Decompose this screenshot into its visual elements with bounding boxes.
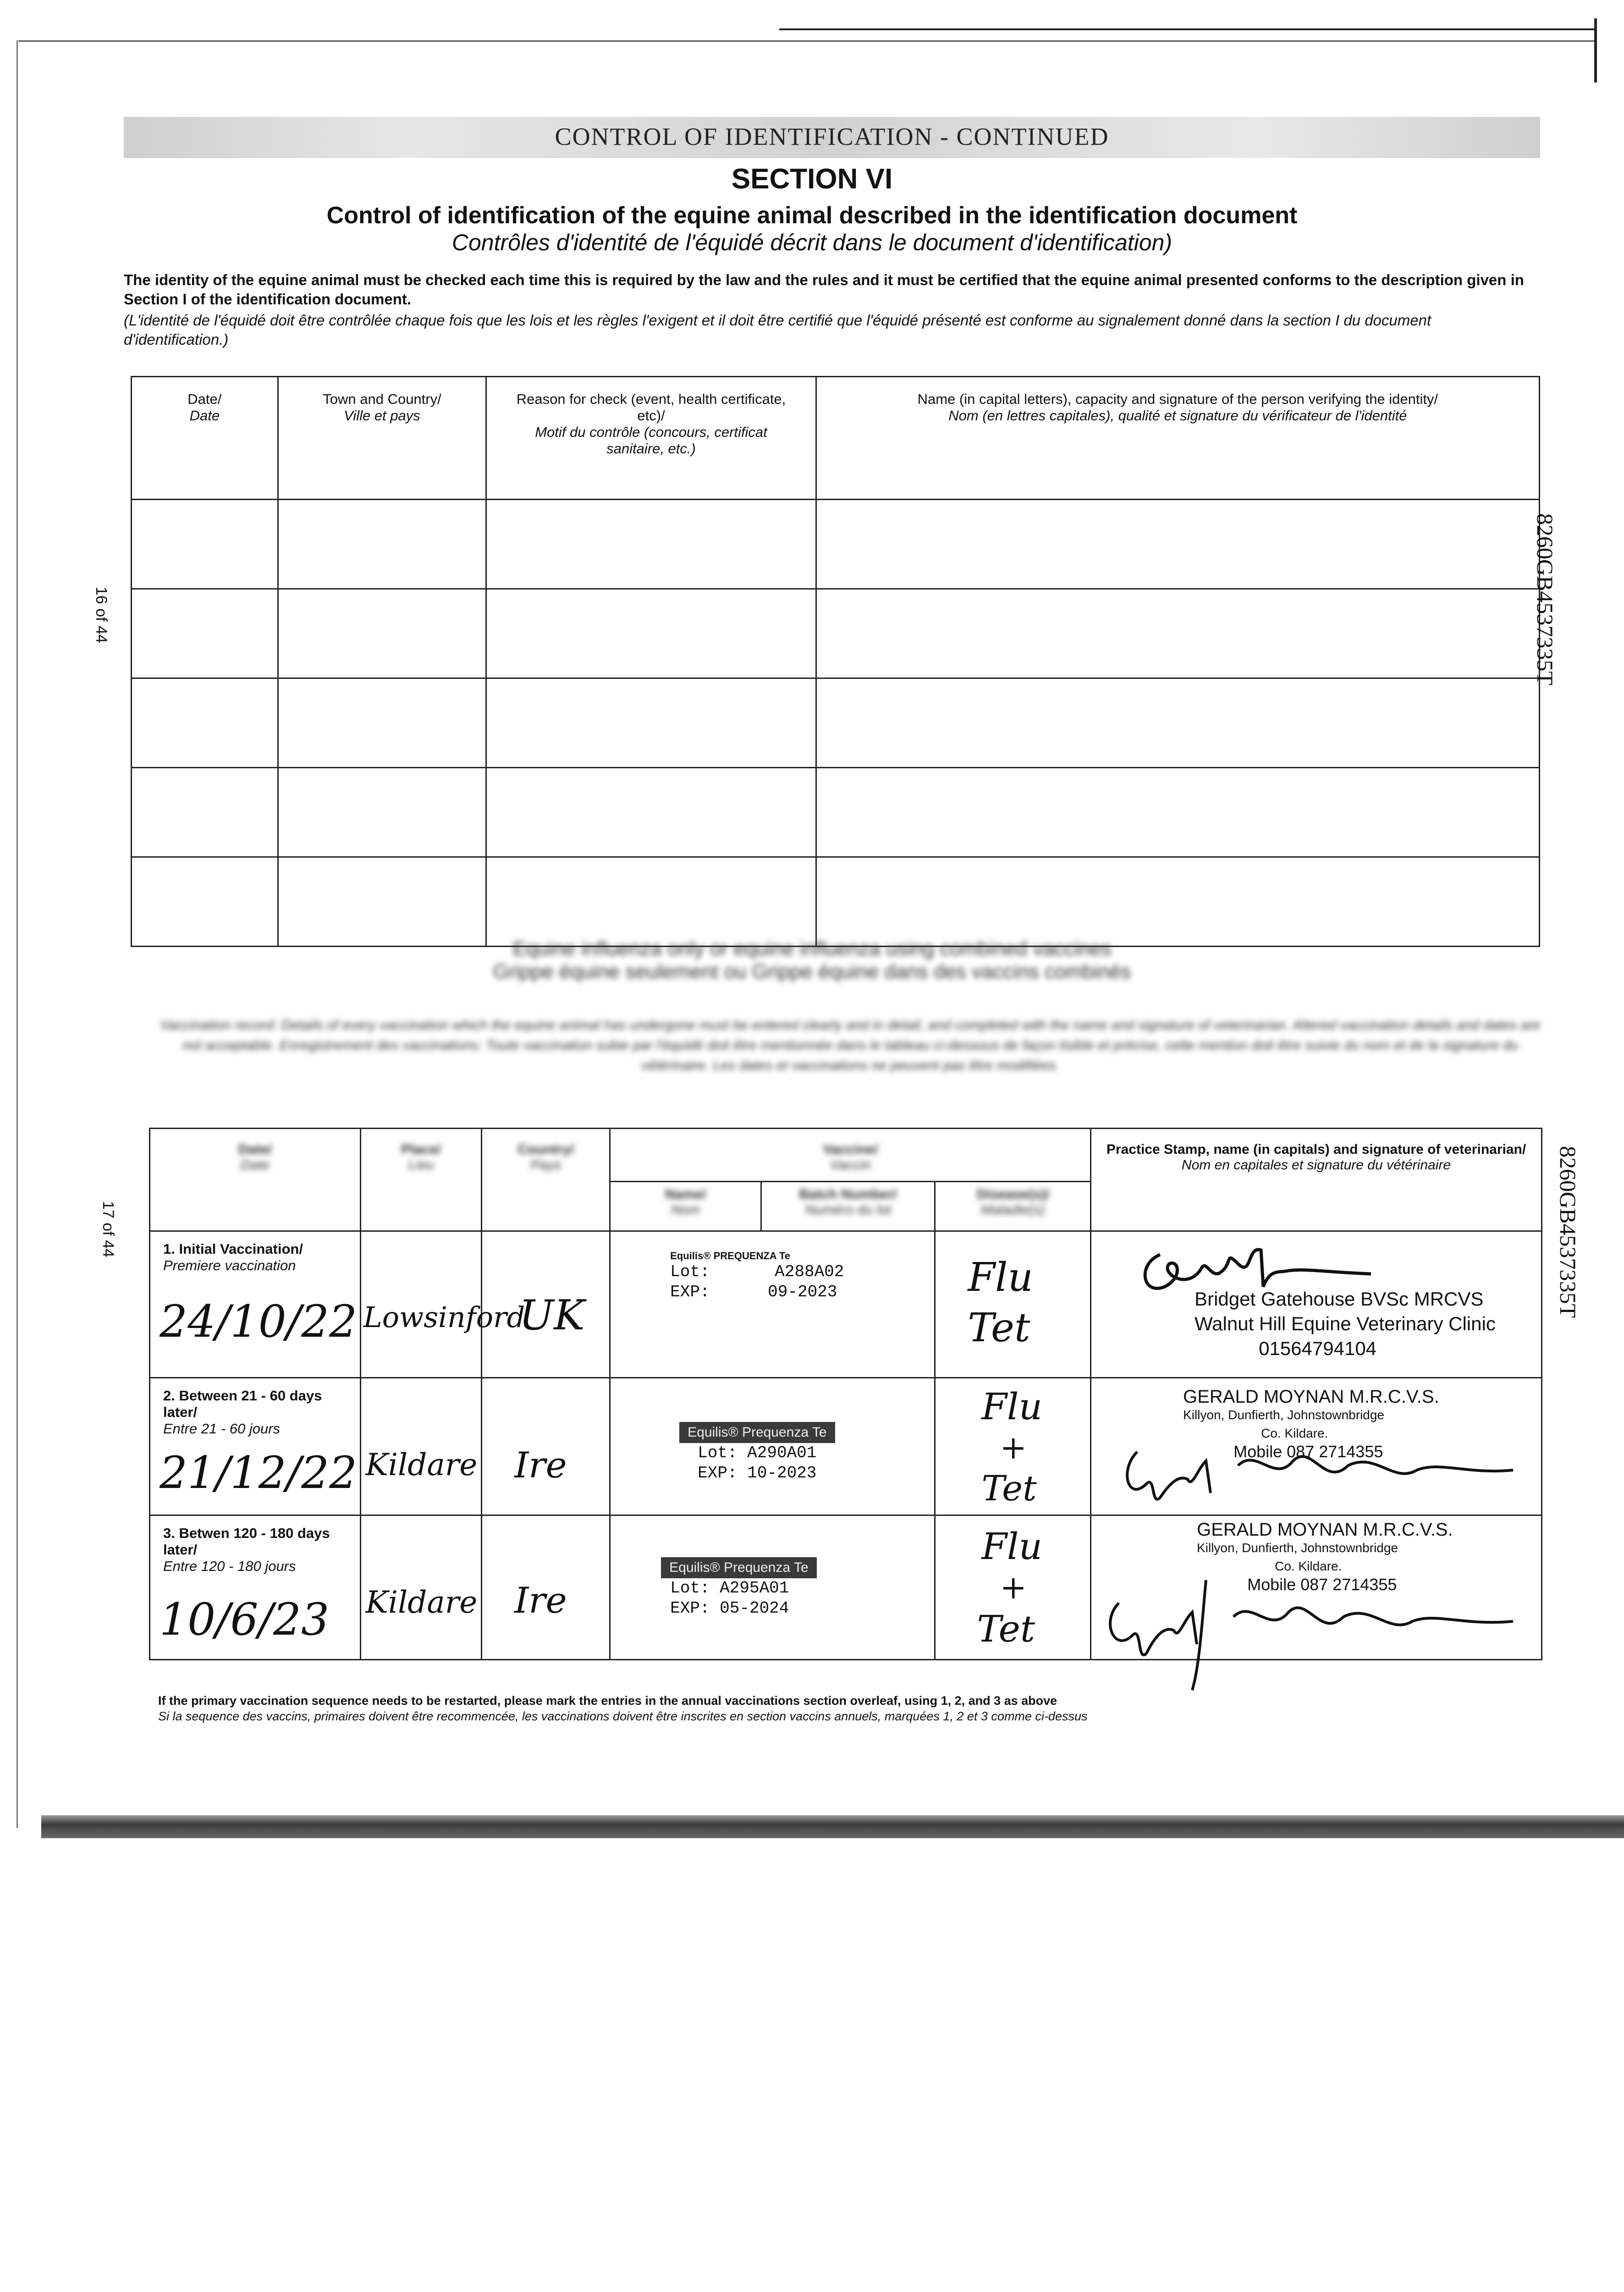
country-cell (482, 1378, 610, 1515)
col-vaccine: Vaccine/ Vaccin (610, 1129, 1091, 1182)
vaccine-sticker (661, 1557, 853, 1619)
vaccine-sticker (670, 1250, 863, 1302)
vet-name: Bridget Gatehouse BVSc MRCVS (1195, 1288, 1484, 1310)
vet-county: Co. Kildare. (1261, 1426, 1328, 1440)
vaccine-name: Equilis® PREQUENZA Te (670, 1250, 791, 1262)
lot-label: Lot: (670, 1579, 710, 1598)
place-cell (360, 1378, 482, 1515)
expiry: 09-2023 (768, 1283, 837, 1301)
row-label: 2. Between 21 - 60 days later/ (163, 1388, 322, 1420)
table-row (132, 589, 1540, 678)
footnote (158, 1693, 1533, 1724)
row-label-cell (150, 1378, 361, 1515)
row-label-fr: Entre 120 - 180 jours (163, 1558, 296, 1574)
vet-mobile: Mobile 087 2714355 (1233, 1442, 1383, 1461)
vaccine-sticker-cell (610, 1378, 935, 1515)
disease-cell (935, 1515, 1091, 1660)
col-vaccine-name: Name/ Nom (610, 1182, 761, 1231)
col-batch: Batch Number/ Numéro du lot (761, 1182, 935, 1231)
country-cell (482, 1231, 610, 1378)
col-verifier: Name (in capital letters), capacity and signature of the person verifying the identity/ Nom (en lettres capitales), qualité et signature du vérificateur de l'identité (816, 377, 1539, 500)
col-country: Country/ Pays (482, 1129, 610, 1231)
disease-1: Flu (968, 1255, 1033, 1300)
disease-1: Flu (981, 1525, 1042, 1568)
disease-1: Flu (981, 1385, 1042, 1428)
country-cell (482, 1515, 610, 1660)
table-header-row (132, 377, 1540, 500)
vet-address: Killyon, Dunfierth, Johnstownbridge (1197, 1541, 1398, 1555)
col-date: Date/ Date (132, 377, 278, 500)
exp-label: EXP: (670, 1283, 710, 1301)
section-title-en: Control of identification of the equine animal described in the identification document (326, 202, 1298, 229)
disease-plus: + (1000, 1429, 1027, 1466)
vet-cell (1091, 1231, 1542, 1378)
footnote-fr: Si la sequence des vaccins, primaires doivent être recommencée, les vaccinations doivent être inscrites en section vaccins annuels, marquées 1, 2 et 3 comme ci-dessus (158, 1709, 1088, 1723)
footnote-en: If the primary vaccination sequence needs to be restarted, please mark the entries in the annual vaccinations section overleaf, using 1, 2, and 3 as above (158, 1694, 1057, 1708)
table-row (132, 768, 1540, 857)
instruction-fr: (L'identité de l'équidé doit être contrôlée chaque fois que les lois et les règles l'exigent et il doit être certifié que l'équidé présenté est conforme au signalement donné dans la section I du document d'identification.) (124, 312, 1431, 348)
vaccine-name: Equilis® Prequenza Te (679, 1422, 835, 1443)
col-town-country: Town and Country/ Ville et pays (278, 377, 486, 500)
col-disease: Disease(s)/ Maladie(s) (935, 1182, 1091, 1231)
instruction-en: The identity of the equine animal must be checked each time this is required by the law and the rules and it must be certified that the equine animal presented conforms to the description given in Section I of the identification document. (124, 271, 1524, 308)
vaccination-date: 21/12/22 (160, 1447, 358, 1499)
vaccination-place: Kildare (365, 1585, 478, 1620)
place-cell (360, 1515, 482, 1660)
vaccination-place: Lowsinford (363, 1300, 525, 1334)
vet-name: GERALD MOYNAN M.R.C.V.S. (1183, 1387, 1439, 1407)
vaccine-sticker-cell (610, 1515, 935, 1660)
vaccination-country: Ire (514, 1445, 567, 1486)
blurred-heading-en: Equine influenza only or equine influenza using combined vaccines (512, 937, 1112, 960)
vet-phone: 01564794104 (1259, 1338, 1377, 1359)
table-row (150, 1378, 1542, 1515)
vaccination-table (149, 1128, 1542, 1660)
row-label: 3. Betwen 120 - 180 days later/ (163, 1525, 330, 1558)
doc-number-top: 8260GB4537335T (1532, 513, 1558, 685)
lot-label: Lot: (698, 1444, 738, 1462)
col-reason: Reason for check (event, health certificate, etc)/ Motif du contrôle (concours, certificat sanitaire, etc.) (486, 377, 816, 500)
table-row (150, 1231, 1542, 1378)
place-cell (360, 1231, 525, 1378)
disease-2: Tet (977, 1608, 1035, 1650)
vaccination-place: Kildare (365, 1447, 478, 1482)
lot-number: A295A01 (720, 1579, 789, 1598)
vacc-header-row-1 (150, 1129, 1542, 1182)
blurred-paragraph: Vaccination record: Details of every vaccination which the equine animal has undergone must be entered clearly and in detail, and completed with the name and signature of veterinarian. Altered vaccination details and dates are not acceptable. Enregistrement des vaccinations: Toute vaccination subie par l'équidé doit être mentionnée dans le tableau ci-dessous de façon lisible et précise, cette mention doit être suivie du nom et de la signature du vétérinaire. Les dates et vaccinations ne peuvent pas être modifiées. (160, 1018, 1541, 1073)
scan-edge-left (17, 40, 18, 1828)
vaccine-sticker (679, 1422, 872, 1483)
vet-name: GERALD MOYNAN M.R.C.V.S. (1197, 1520, 1453, 1540)
exp-label: EXP: (698, 1464, 738, 1482)
vaccination-country: UK (519, 1291, 585, 1339)
col-date: Date/ Date (150, 1129, 361, 1231)
vaccination-country: Ire (514, 1580, 567, 1621)
vet-clinic: Walnut Hill Equine Veterinary Clinic (1195, 1313, 1496, 1334)
vaccine-sticker-cell (610, 1231, 935, 1378)
col-vet-stamp: Practice Stamp, name (in capitals) and signature of veterinarian/ Nom en capitales et signature du vétérinaire (1091, 1129, 1542, 1231)
vaccination-date: 10/6/23 (160, 1594, 330, 1645)
table-row (150, 1515, 1542, 1660)
row-label-fr: Premiere vaccination (163, 1257, 296, 1273)
page-number-bottom: 17 of 44 (99, 1201, 117, 1257)
scan-edge-right (1594, 18, 1597, 83)
vet-signature (1101, 1576, 1531, 1695)
scanner-bar (41, 1815, 1624, 1838)
lot-number: A290A01 (747, 1444, 817, 1462)
expiry: 05-2024 (720, 1599, 789, 1618)
vet-address: Killyon, Dunfierth, Johnstownbridge (1183, 1408, 1385, 1422)
vet-cell (1091, 1515, 1542, 1660)
disease-2: Tet (981, 1468, 1037, 1509)
lot-label: Lot: (670, 1262, 710, 1281)
vaccination-date: 24/10/22 (160, 1296, 358, 1347)
table-row (132, 678, 1540, 768)
row-label: 1. Initial Vaccination/ (163, 1241, 303, 1257)
vet-signature (1119, 1433, 1531, 1511)
scan-edge-top-2 (18, 40, 1595, 42)
scan-edge-top (779, 28, 1595, 30)
vet-mobile: Mobile 087 2714355 (1247, 1575, 1397, 1594)
blurred-heading-fr: Grippe équine seulement ou Grippe équine dans des vaccins combinés (493, 960, 1131, 983)
disease-plus: + (1000, 1569, 1027, 1606)
vaccine-name: Equilis® Prequenza Te (661, 1557, 816, 1578)
disease-2: Tet (968, 1305, 1030, 1351)
lot-number: A288A02 (775, 1262, 844, 1281)
doc-number-bottom: 8260GB4537335T (1555, 1146, 1581, 1318)
vet-county: Co. Kildare. (1275, 1559, 1342, 1573)
col-place: Place/ Lieu (360, 1129, 482, 1231)
table-row (132, 500, 1540, 589)
disease-cell (935, 1231, 1091, 1378)
vet-cell (1091, 1378, 1542, 1515)
banner-text: CONTROL OF IDENTIFICATION - CONTINUED (555, 123, 1109, 150)
row-label-cell (150, 1231, 361, 1378)
exp-label: EXP: (670, 1599, 710, 1618)
section-heading: SECTION VI (731, 163, 893, 195)
row-label-cell (150, 1515, 361, 1660)
row-label-fr: Entre 21 - 60 jours (163, 1421, 281, 1437)
page-number-top: 16 of 44 (93, 587, 110, 643)
disease-cell (935, 1378, 1091, 1515)
table-row (132, 857, 1540, 947)
section-title-fr: Contrôles d'identité de l'équidé décrit dans le document d'identification) (451, 230, 1173, 255)
expiry: 10-2023 (747, 1464, 817, 1482)
section-banner (124, 117, 1540, 158)
identity-check-table (131, 376, 1540, 947)
